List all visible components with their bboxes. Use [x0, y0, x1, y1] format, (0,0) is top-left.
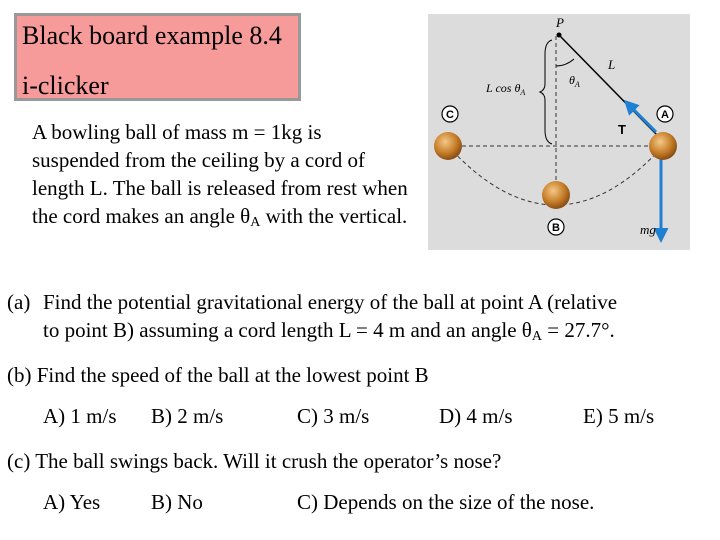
answer-b-option-4[interactable]: D) 4 m/s: [439, 404, 513, 428]
answer-c-option-3[interactable]: C) Depends on the size of the nose.: [297, 490, 595, 514]
answer-b-option-3[interactable]: C) 3 m/s: [297, 404, 370, 428]
point-b-label: B: [552, 222, 560, 234]
lcos-label: L $\cos \theta_A$: [486, 81, 526, 97]
angle-label: $\theta_A$: [569, 73, 580, 89]
weight-label: mg: [640, 222, 656, 237]
question-a-label: (a): [7, 290, 31, 314]
problem-statement: A bowling ball of mass m = 1kg is suspended from the ceiling by a cord of length L. The ball is released from rest when the cord makes an angle $\theta_A$ with the vertical.: [32, 120, 408, 230]
question-c-text: The ball swings back. Will it crush the operator’s nose?: [35, 449, 502, 473]
pendulum-figure: [428, 14, 690, 250]
answer-b-option-2[interactable]: B) 2 m/s: [151, 404, 224, 428]
length-label: L: [608, 57, 616, 72]
point-a-label: A: [661, 109, 669, 121]
answer-c-option-1[interactable]: A) Yes: [43, 490, 101, 514]
slide-title: Black board example 8.4: [22, 21, 282, 50]
question-b: [7, 361, 429, 389]
slide-subtitle: i-clicker: [22, 71, 109, 100]
title-box: [14, 13, 301, 101]
ball-a: [649, 132, 677, 160]
ball-c: [434, 132, 462, 160]
pivot-point: [557, 33, 562, 38]
figure-background: [428, 14, 690, 250]
answer-b-option-1[interactable]: A) 1 m/s: [43, 404, 117, 428]
tension-label: T: [618, 122, 626, 137]
question-c-label: (c): [7, 449, 31, 473]
question-c: [7, 447, 501, 475]
question-a-line2: to point B) assuming a cord length L = 4 m and an angle $\theta_A = 27.7^\circ$.: [43, 318, 615, 344]
question-b-text: Find the speed of the ball at the lowest point B: [36, 363, 429, 387]
answer-c-option-2[interactable]: B) No: [151, 490, 203, 514]
ball-b: [542, 181, 570, 209]
point-c-label: C: [446, 109, 454, 121]
question-b-label: (b): [7, 363, 32, 387]
answer-b-option-5[interactable]: E) 5 m/s: [583, 404, 655, 428]
pivot-label: P: [556, 15, 564, 30]
question-a-line1: Find the potential gravitational energy of the ball at point A (relative: [43, 290, 618, 314]
